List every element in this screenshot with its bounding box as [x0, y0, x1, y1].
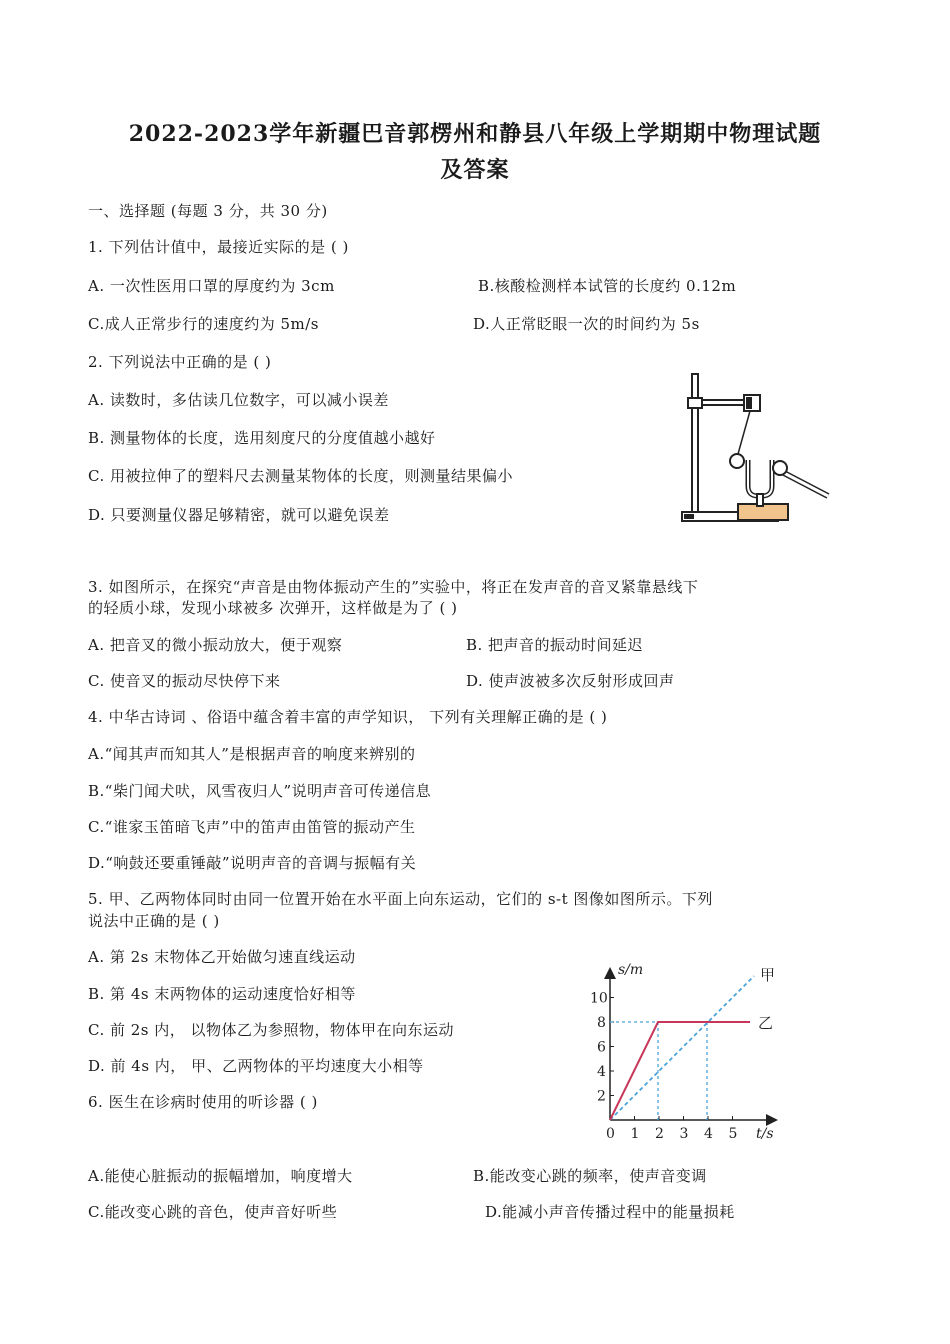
q4-option-a: A.“闻其声而知其人”是根据声音的响度来辨别的: [88, 745, 416, 763]
x-axis-label: t/s: [756, 1126, 774, 1142]
q3-option-c: C. 使音叉的振动尽快停下来: [88, 672, 281, 690]
x-tick-label: 1: [630, 1126, 640, 1142]
x-tick-label: 0: [606, 1126, 615, 1142]
q5-stem-line-2: 说法中正确的是 ( ): [88, 912, 220, 930]
x-tick-label: 2: [655, 1126, 664, 1142]
q6-option-a: A.能使心脏振动的振幅增加，响度增大: [88, 1167, 353, 1185]
x-tick-label: 5: [728, 1126, 738, 1142]
q5-option-b: B. 第 4s 末两物体的运动速度恰好相等: [88, 985, 356, 1003]
q5-stem-line-1: 5. 甲、乙两物体同时由同一位置开始在水平面上向东运动，它们的 s-t 图像如图所示。下列: [88, 890, 713, 908]
x-tick-label: 3: [679, 1126, 689, 1142]
q1-option-d: D.人正常眨眼一次的时间约为 5s: [473, 315, 700, 333]
q1-option-a: A. 一次性医用口罩的厚度约为 3cm: [88, 277, 335, 295]
q3-option-a: A. 把音叉的微小振动放大，便于观察: [88, 636, 343, 654]
q2-option-c: C. 用被拉伸了的塑料尺去测量某物体的长度，则测量结果偏小: [88, 467, 513, 485]
q2-option-a: A. 读数时，多估读几位数字，可以减小误差: [88, 391, 389, 409]
q5-option-a: A. 第 2s 末物体乙开始做匀速直线运动: [88, 948, 356, 966]
y-tick-label: 6: [597, 1039, 606, 1056]
q2-option-b: B. 测量物体的长度，选用刻度尺的分度值越小越好: [88, 429, 436, 447]
q2-stem: 2. 下列说法中正确的是 ( ): [88, 353, 272, 371]
q4-option-b: B.“柴门闻犬吠，风雪夜归人”说明声音可传递信息: [88, 782, 432, 800]
label-jia: 甲: [760, 966, 776, 984]
q3-stem-line-2: 的轻质小球，发现小球被多 次弹开，这样做是为了 ( ): [88, 599, 458, 617]
q6-option-b: B.能改变心跳的频率，使声音变调: [473, 1167, 707, 1185]
q1-option-c: C.成人正常步行的速度约为 5m/s: [88, 315, 319, 333]
y-tick-label: 4: [597, 1064, 606, 1080]
q4-option-c: C.“谁家玉笛暗飞声”中的笛声由笛管的振动产生: [88, 818, 416, 836]
q1-stem: 1. 下列估计值中，最接近实际的是 ( ): [88, 238, 349, 256]
s-t-graph: [580, 960, 790, 1145]
q2-option-d: D. 只要测量仪器足够精密，就可以避免误差: [88, 506, 390, 524]
q5-option-d: D. 前 4s 内， 甲、乙两物体的平均速度大小相等: [88, 1057, 424, 1075]
title-line-1: 2022-2023学年新疆巴音郭楞州和静县八年级上学期期中物理试题: [128, 121, 822, 147]
q4-stem: 4. 中华古诗词 、俗语中蕴含着丰富的声学知识， 下列有关理解正确的是 ( ): [88, 708, 608, 726]
q6-option-c: C.能改变心跳的音色，使声音好听些: [88, 1203, 338, 1221]
title-line-2: 及答案: [440, 157, 510, 183]
label-yi: 乙: [758, 1014, 774, 1032]
y-tick-label: 10: [590, 990, 608, 1007]
series-jia-line: [610, 976, 754, 1120]
q3-stem-line-1: 3. 如图所示，在探究“声音是由物体振动产生的”实验中，将正在发声音的音叉紧靠悬线下: [88, 578, 699, 596]
series-yi-line: [610, 1022, 750, 1120]
y-axis-label: s/m: [618, 962, 644, 978]
y-tick-label: 2: [597, 1088, 606, 1105]
q1-option-b: B.核酸检测样本试管的长度约 0.12m: [478, 277, 737, 295]
y-tick-label: 8: [597, 1015, 606, 1031]
q6-option-d: D.能减小声音传播过程中的能量损耗: [485, 1203, 735, 1221]
q3-option-b: B. 把声音的振动时间延迟: [466, 636, 644, 654]
tuning-fork-apparatus-figure: [676, 368, 836, 530]
q3-option-d: D. 使声波被多次反射形成回声: [466, 672, 675, 690]
q6-stem: 6. 医生在诊病时使用的听诊器 ( ): [88, 1093, 318, 1111]
x-tick-label: 4: [704, 1126, 713, 1142]
q5-option-c: C. 前 2s 内， 以物体乙为参照物，物体甲在向东运动: [88, 1021, 455, 1039]
section-heading: 一、选择题 (每题 3 分，共 30 分): [88, 202, 328, 220]
q4-option-d: D.“响鼓还要重锤敲”说明声音的音调与振幅有关: [88, 854, 417, 872]
